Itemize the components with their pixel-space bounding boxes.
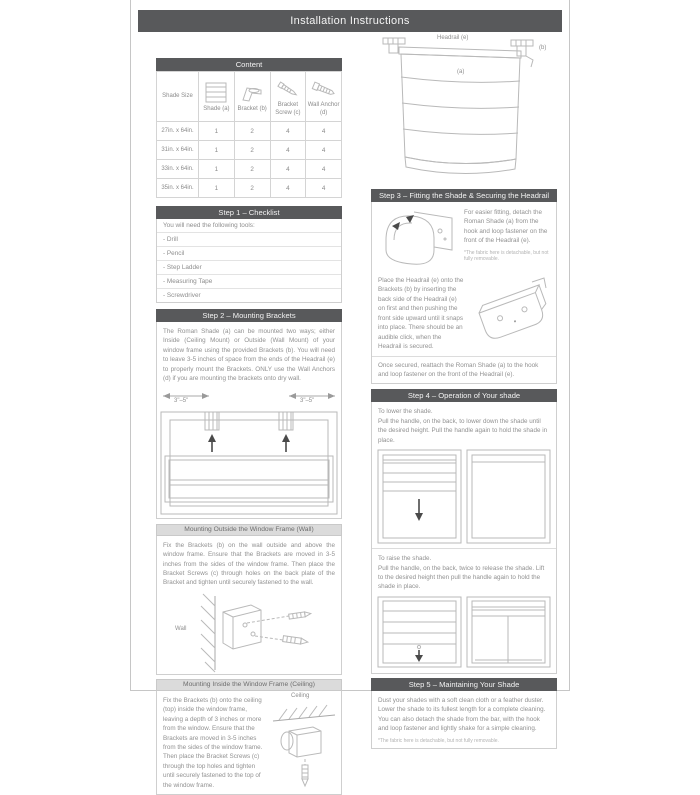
qty-cell: 4	[270, 160, 306, 179]
shade-icon	[203, 81, 229, 105]
step3-para2: Place the Headrail (e) onto the Brackets (b) by inserting the back side of the Headrail (e) on first and then pushing the front side upward until it snaps into place. There should be an audible click, when the Headrail is secured.	[378, 277, 464, 351]
step4-lower-diagrams	[372, 447, 556, 548]
step3-box	[371, 202, 557, 384]
step3-row1	[372, 202, 556, 272]
content-table	[156, 71, 342, 198]
content-table-title: Content	[156, 58, 342, 71]
content-table-col-label: Bracket (b)	[237, 106, 267, 113]
shade-size-cell: 35in. x 64in.	[157, 179, 199, 198]
table-row	[157, 141, 342, 160]
headrail-label: Headrail (e)	[437, 35, 469, 41]
step2-section	[156, 309, 342, 519]
step3-note1: *The fabric here is detachable, but not fully removable.	[464, 249, 549, 262]
step3-para3: Once secured, reattach the Roman Shade (a) to the hook and loop fastener on the front of the Headrail (e).	[372, 356, 556, 384]
step2-title: Step 2 – Mounting Brackets	[156, 309, 342, 322]
step4-title: Step 4 – Operation of Your shade	[371, 389, 557, 402]
content-table-header-row	[157, 72, 342, 122]
step4-box	[371, 402, 557, 674]
roman-shade-diagram	[371, 33, 557, 185]
qty-cell: 4	[306, 179, 342, 198]
checklist-item: - Pencil	[157, 247, 341, 261]
step5-section	[371, 678, 557, 749]
ceiling-mount-box	[156, 691, 342, 795]
detach-fabric-diagram	[376, 206, 458, 270]
checklist-item: - Screwdriver	[163, 292, 201, 299]
checklist-item: - Drill	[157, 233, 341, 247]
qty-cell: 2	[234, 179, 270, 198]
shade-raised-diagram	[466, 596, 551, 668]
qty-cell: 2	[234, 122, 270, 141]
qty-cell: 1	[199, 179, 235, 198]
bracket-screw-icon	[275, 77, 301, 101]
content-table-col-screw	[270, 72, 306, 122]
qty-cell: 4	[306, 141, 342, 160]
step3-para1: For easier fitting, detach the Roman Shade (a) from the hook and loop fastener on the front of the Headrail (e).	[464, 209, 548, 245]
content-table-col-bracket	[234, 72, 270, 122]
step4-raise-body: Pull the handle, on the back, twice to release the shade. Lift to the desired height then pull the handle again to hold the shade in place.	[378, 564, 545, 591]
shade-release-diagram	[377, 596, 462, 668]
qty-cell: 2	[234, 141, 270, 160]
step1-section	[156, 206, 342, 303]
wall-label: Wall	[175, 625, 187, 632]
right-column	[371, 33, 557, 749]
shade-a-label: (a)	[457, 69, 465, 75]
step5-title: Step 5 – Maintaining Your Shade	[371, 678, 557, 691]
qty-cell: 4	[270, 122, 306, 141]
qty-cell: 4	[270, 141, 306, 160]
shade-lowering-diagram	[377, 449, 462, 544]
wall-mount-title: Mounting Outside the Window Frame (Wall)	[156, 524, 342, 536]
ceiling-mount-body: Fix the Brackets (b) onto the ceiling (top) inside the window frame, leaving a depth of 3 inches or more from the window. Ensure that the Brackets are moved in 3-5 inches from the sides of the window frame. Then place the Bracket Screws (c) through the top holes and tighten until securely fastened to the top of the window frame.	[163, 696, 263, 789]
left-column	[156, 58, 342, 795]
step3-row1-text	[460, 202, 556, 272]
qty-cell: 2	[234, 160, 270, 179]
step4-raise-heading: To raise the shade.	[378, 555, 432, 563]
wall-mount-diagram	[157, 592, 341, 674]
content-table-col-shade	[199, 72, 235, 122]
bracket-icon	[239, 81, 265, 105]
ceiling-label: Ceiling	[291, 692, 310, 699]
step3-title: Step 3 – Fitting the Shade & Securing the Headrail	[371, 189, 557, 202]
table-row	[157, 179, 342, 198]
step1-title: Step 1 – Checklist	[156, 206, 342, 219]
step4-raise-text	[372, 548, 556, 594]
ceiling-mount-title: Mounting Inside the Window Frame (Ceiling)	[156, 679, 342, 691]
page-title: Installation Instructions	[138, 10, 562, 32]
step2-diagram-wrap	[157, 388, 341, 518]
step5-note: *The fabric here is detachable, but not fully removable.	[378, 737, 499, 744]
bracket-spacing-diagram	[157, 388, 341, 518]
step4-raise-diagrams	[372, 594, 556, 673]
content-table-col-label: Wall Anchor (d)	[307, 102, 340, 116]
content-table-row-header: Shade Size	[157, 72, 199, 122]
step4-lower-body: Pull the handle, on the back, to lower down the shade until the desired height. Pull the handle again to hold the shade in place.	[378, 417, 548, 444]
bracket-b-label: (b)	[539, 45, 547, 51]
step3-section	[371, 189, 557, 384]
qty-cell: 4	[306, 122, 342, 141]
shade-overview-wrap	[371, 33, 557, 185]
shade-size-cell: 27in. x 64in.	[157, 122, 199, 141]
content-table-col-label: Bracket Screw (c)	[275, 102, 301, 116]
wall-anchor-icon	[311, 77, 337, 101]
content-table-col-anchor	[306, 72, 342, 122]
step2-box	[156, 322, 342, 519]
ceiling-mount-diagram	[269, 701, 341, 789]
checklist-intro: You will need the following tools:	[157, 219, 341, 233]
step5-body: Dust your shades with a soft clean cloth or a feather duster. Lower the shade to its fullest length for a complete cleaning. You can also detach the shade from the bar, with the hook and loop fastener and lightly shake for a simple cleaning.	[378, 696, 546, 733]
shade-size-cell: 31in. x 64in.	[157, 141, 199, 160]
step3-row2	[372, 272, 556, 356]
instruction-sheet	[130, 0, 570, 789]
wall-mount-section	[156, 524, 342, 675]
step1-box	[156, 219, 342, 303]
step4-lower-heading: To lower the shade.	[378, 408, 433, 416]
qty-cell: 1	[199, 122, 235, 141]
wall-mount-diagram-wrap	[157, 592, 341, 674]
content-table-col-label: Shade (a)	[203, 106, 230, 113]
step4-lower-text	[372, 402, 556, 447]
table-row	[157, 122, 342, 141]
checklist-item: - Step Ladder	[157, 261, 341, 275]
dimension-label-left: 3"–5"	[174, 397, 189, 404]
dimension-label-right: 3"–5"	[300, 397, 315, 404]
step2-body: The Roman Shade (a) can be mounted two ways; either Inside (Ceiling Mount) or Outside (Wall Mount) of your window frame using the provided Brackets (b). You will need to leave 3-5 inches of space from the ends of the Headrail (e) to properly mount the Brackets. ONLY use the Wall Anchors (d) if you are mounting the brackets onto dry wall.	[163, 328, 335, 383]
step4-section	[371, 389, 557, 674]
ceiling-mount-diagram-wrap	[269, 691, 341, 794]
checklist-item: - Measuring Tape	[157, 275, 341, 289]
headrail-insert-diagram	[470, 276, 554, 350]
wall-mount-box	[156, 536, 342, 675]
ceiling-mount-section	[156, 679, 342, 795]
shade-size-cell: 33in. x 64in.	[157, 160, 199, 179]
qty-cell: 1	[199, 160, 235, 179]
qty-cell: 4	[306, 160, 342, 179]
qty-cell: 4	[270, 179, 306, 198]
wall-mount-body: Fix the Brackets (b) on the wall outside and above the window frame. Ensure that the Brackets are moved in 3-5 inches from the sides of the window frame. Then place the Bracket Screws (c) through holes on the back plate of the Bracket and tighten until securely fastened to the wall.	[163, 541, 335, 587]
qty-cell: 1	[199, 141, 235, 160]
shade-lowered-diagram	[466, 449, 551, 544]
table-row	[157, 160, 342, 179]
